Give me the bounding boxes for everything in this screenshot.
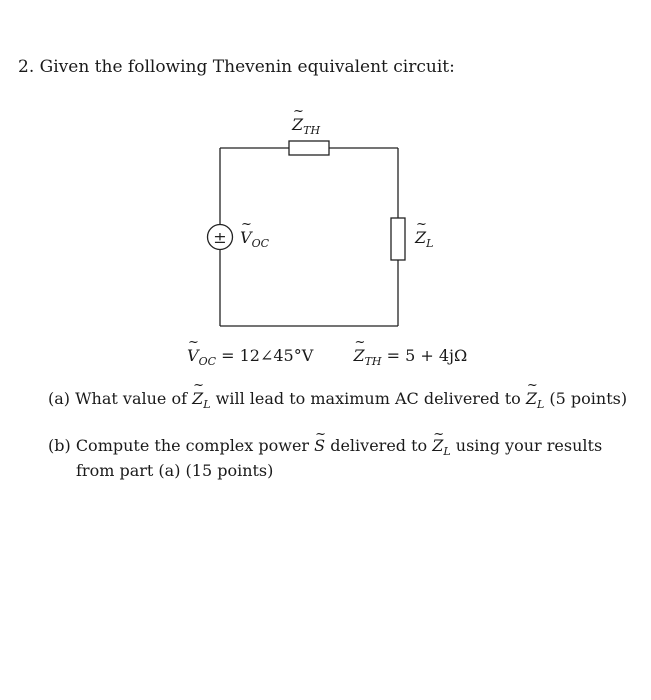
part-b: (b) Compute the complex power ~ S delivered to ~ $Z_L$ using your results from part (a) (15 points) [48,434,608,482]
zth-resistor [289,141,329,155]
part-b-line2: from part (a) (15 points) [76,461,274,480]
voc-label: ~ $V_{OC}$ [240,228,269,247]
thevenin-circuit-diagram [190,110,450,340]
zth-label: ~ $Z_{TH}$ [292,115,320,134]
given-values: ~ $V_{OC}$ = 12∠45°V ~ $Z_{TH} = 5 + 4j\Omega$ [187,346,467,365]
part-a: (a) What value of ~ $Z_L$ will lead to maximum AC delivered to ~ $Z_L$ (5 points) [48,389,627,408]
question-number: 2. [18,57,35,77]
source-sign: ± [213,228,227,247]
question-prompt [18,57,455,77]
question-text: Given the following Thevenin equivalent circuit: [39,57,455,77]
zl-label: ~ $Z_L$ [415,228,433,247]
zl-resistor [391,218,405,260]
